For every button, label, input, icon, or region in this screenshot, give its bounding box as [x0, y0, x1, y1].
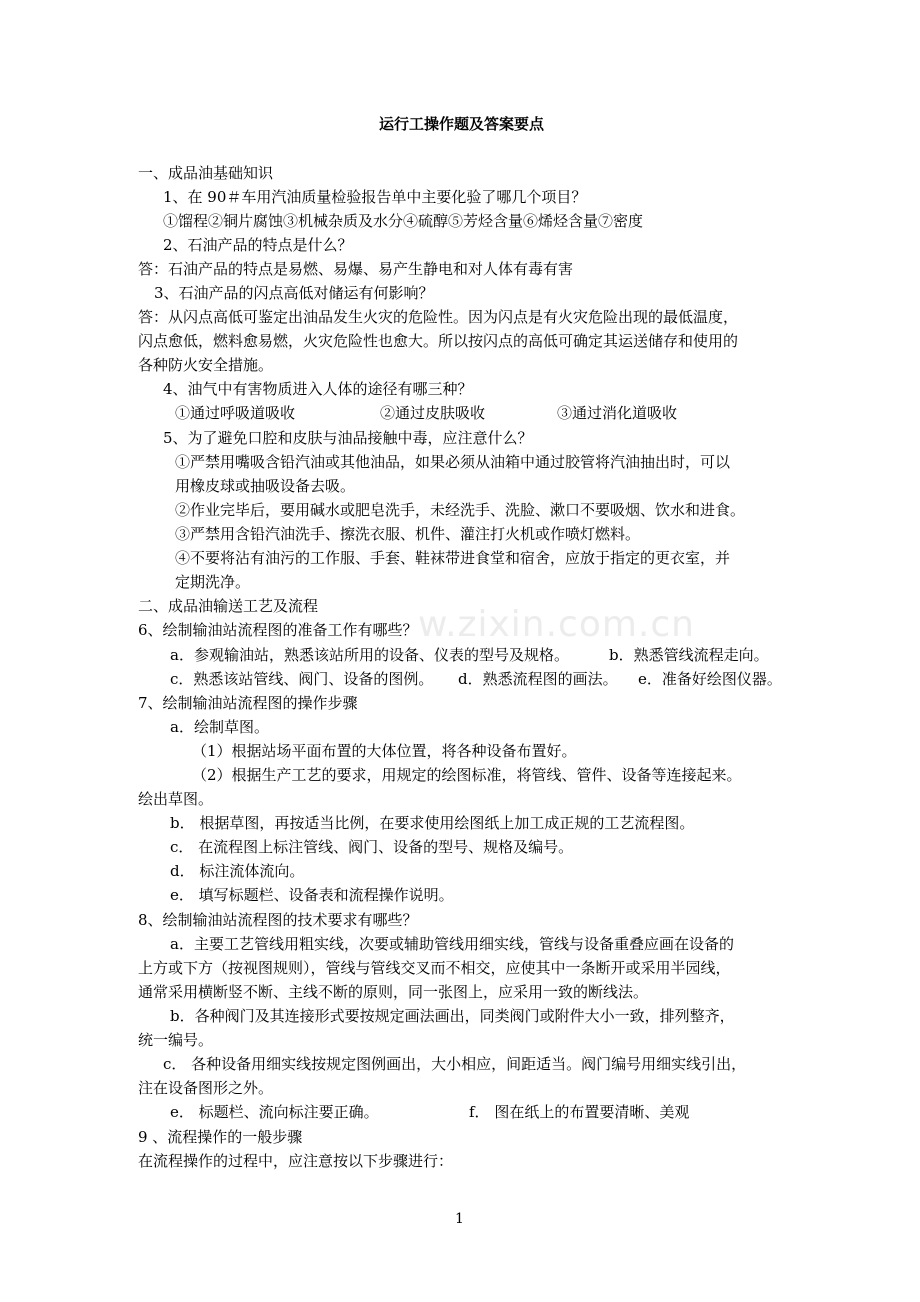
answer-line: 闪点愈低，燃料愈易燃，火灾危险性也愈大。所以按闪点的高低可确定其运送储存和使用的 — [138, 332, 739, 350]
question: 2、石油产品的特点是什么？ — [163, 236, 353, 254]
answer-line: 答：石油产品的特点是易燃、易爆、易产生静电和对人体有毒有害 — [138, 260, 574, 278]
question: 4、油气中有害物质进入人体的途径有哪三种？ — [163, 380, 473, 398]
answer-item: d．熟悉流程图的画法。 — [458, 670, 618, 688]
answer-line: c． 各种设备用细实线按规定图例画出，大小相应，间距适当。阀门编号用细实线引出， — [163, 1055, 747, 1073]
answer-line: ④不要将沾有油污的工作服、手套、鞋袜带进食堂和宿舍，应放于指定的更衣室，并 — [175, 549, 731, 567]
answer-line: ③严禁用含铅汽油洗手、擦洗衣服、机件、灌注打火机或作喷灯燃料。 — [175, 525, 641, 543]
answer-item: ③通过消化道吸收 — [557, 404, 678, 422]
answer-line: （2）根据生产工艺的要求，用规定的绘图标准，将管线、管件、设备等连接起来。 — [192, 766, 742, 784]
question: 7、绘制输油站流程图的操作步骤 — [138, 694, 358, 712]
answer-item: f． 图在纸上的布置要清晰、美观 — [469, 1103, 690, 1121]
answer-line: 答：从闪点高低可鉴定出油品发生火灾的危险性。因为闪点是有火灾危险出现的最低温度， — [138, 308, 739, 326]
answer-line: 用橡皮球或抽吸设备去吸。 — [175, 477, 356, 495]
answer-line: ①馏程②铜片腐蚀③机械杂质及水分④硫醇⑤芳烃含量⑥烯烃含量⑦密度 — [163, 212, 644, 230]
question: 6、绘制输油站流程图的准备工作有哪些？ — [138, 621, 418, 639]
question: 1、在 90＃车用汽油质量检验报告单中主要化验了哪几个项目？ — [163, 188, 587, 206]
answer-line: 统一编号。 — [138, 1031, 214, 1049]
answer-line: 各种防火安全措施。 — [138, 356, 274, 374]
document-title: 运行工操作题及答案要点 — [379, 115, 545, 133]
answer-item: ①通过呼吸道吸收 — [175, 404, 296, 422]
answer-item: ②通过皮肤吸收 — [380, 404, 486, 422]
answer-line: 定期洗净。 — [175, 573, 251, 591]
answer-line: 绘出草图。 — [138, 790, 214, 808]
answer-item: e． 标题栏、流向标注要正确。 — [170, 1103, 379, 1121]
answer-line: 通常采用横断竖不断、主线不断的原则，同一张图上，应采用一致的断线法。 — [138, 983, 649, 1001]
answer-line: b． 根据草图，再按适当比例，在要求使用绘图纸上加工成正规的工艺流程图。 — [170, 814, 695, 832]
answer-item: c．熟悉该站管线、阀门、设备的图例。 — [170, 670, 434, 688]
answer-item: b．熟悉管线流程走向。 — [609, 646, 769, 664]
answer-item: e．准备好绘图仪器。 — [638, 670, 782, 688]
question: 9 、流程操作的一般步骤 — [138, 1128, 303, 1146]
page-number: 1 — [455, 1211, 464, 1227]
question: 3、石油产品的闪点高低对储运有何影响？ — [154, 284, 434, 302]
answer-line: ①严禁用嘴吸含铅汽油或其他油品，如果必须从油箱中通过胶管将汽油抽出时，可以 — [175, 453, 731, 471]
answer-item: a．参观输油站，熟悉该站所用的设备、仪表的型号及规格。 — [170, 646, 569, 664]
answer-line: d． 标注流体流向。 — [170, 862, 305, 880]
answer-line: e． 填写标题栏、设备表和流程操作说明。 — [170, 886, 454, 904]
section-heading: 二、成品油输送工艺及流程 — [138, 597, 319, 615]
question: 8、绘制输油站流程图的技术要求有哪些？ — [138, 911, 418, 929]
section-heading: 一、成品油基础知识 — [138, 164, 274, 182]
answer-line: （1）根据站场平面布置的大体位置，将各种设备布置好。 — [192, 742, 577, 760]
answer-line: c． 在流程图上标注管线、阀门、设备的型号、规格及编号。 — [170, 838, 574, 856]
answer-line: 上方或下方（按视图规则），管线与管线交叉而不相交，应使其中一条断开或采用半园线， — [138, 959, 731, 977]
watermark: w.zixin.com.cn — [418, 604, 695, 645]
answer-line: 在流程操作的过程中，应注意按以下步骤进行： — [138, 1152, 454, 1170]
answer-line: ②作业完毕后，要用碱水或肥皂洗手，未经洗手、洗脸、漱口不要吸烟、饮水和进食。 — [175, 501, 746, 519]
answer-line: a．主要工艺管线用粗实线，次要或辅助管线用细实线，管线与设备重叠应画在设备的 — [170, 935, 734, 953]
answer-line: b．各种阀门及其连接形式要按规定画法画出，同类阀门或附件大小一致，排列整齐， — [170, 1007, 735, 1025]
answer-line: a．绘制草图。 — [170, 718, 269, 736]
answer-line: 注在设备图形之外。 — [138, 1079, 274, 1097]
question: 5、为了避免口腔和皮肤与油品接触中毒，应注意什么？ — [163, 429, 533, 447]
